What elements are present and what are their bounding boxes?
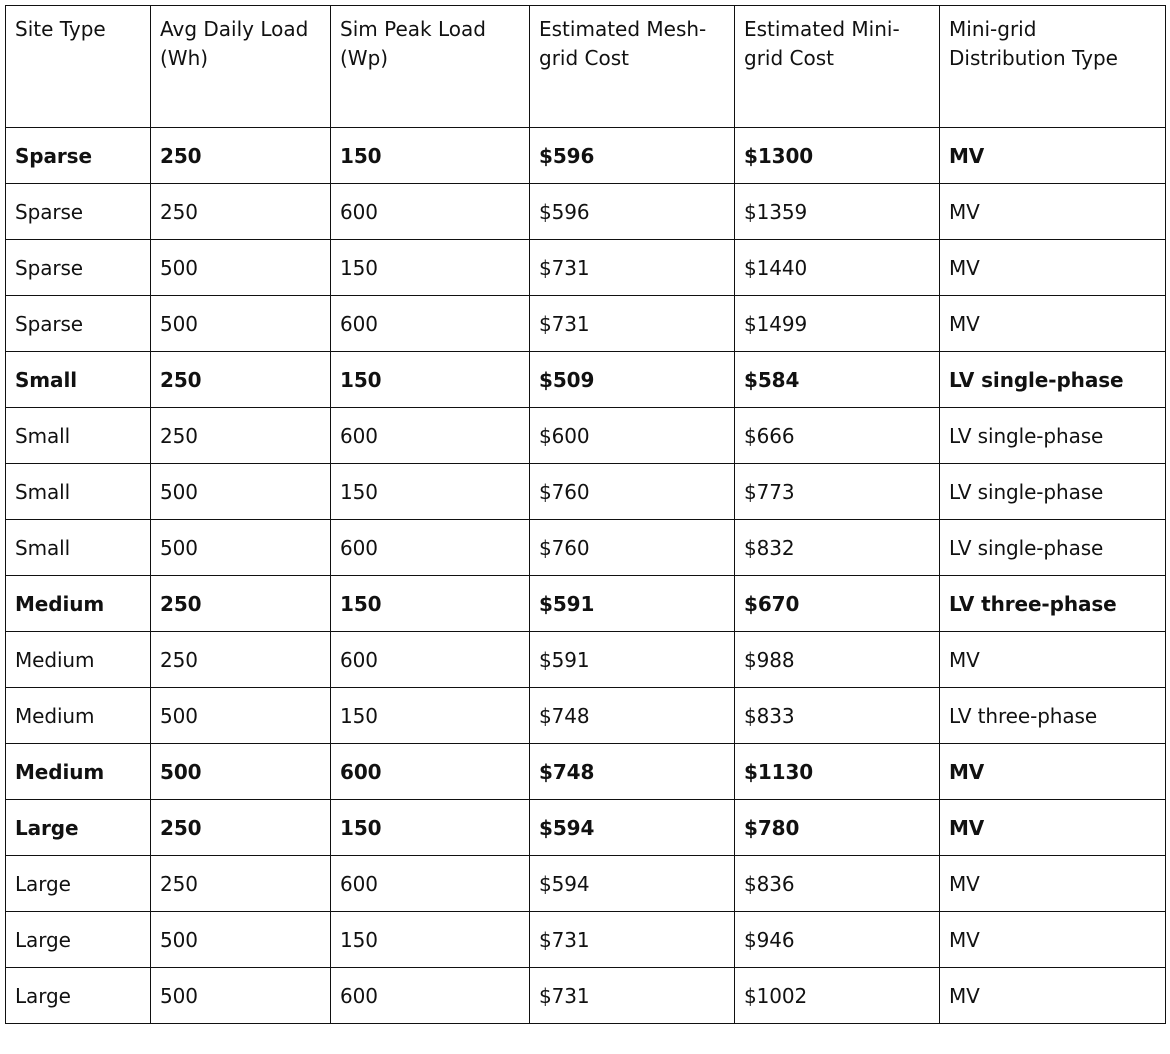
distribution-type-cell: MV — [940, 800, 1166, 856]
header-row — [6, 6, 1166, 128]
cost-comparison-table — [5, 5, 1166, 1024]
sim-peak-load-cell: 150 — [331, 128, 530, 184]
site-type-cell: Sparse — [6, 296, 151, 352]
mesh-grid-cost-cell: $748 — [530, 744, 735, 800]
table-row — [6, 912, 1166, 968]
table-row — [6, 688, 1166, 744]
sim-peak-load-cell: 150 — [331, 352, 530, 408]
avg-daily-load-cell: 500 — [151, 240, 331, 296]
table-row — [6, 184, 1166, 240]
distribution-type-cell: LV single-phase — [940, 352, 1166, 408]
sim-peak-load-cell: 150 — [331, 688, 530, 744]
sim-peak-load-cell: 600 — [331, 968, 530, 1024]
site-type-cell: Small — [6, 352, 151, 408]
distribution-type-cell: LV single-phase — [940, 464, 1166, 520]
mini-grid-cost-cell: $1300 — [735, 128, 940, 184]
mesh-grid-cost-cell: $594 — [530, 856, 735, 912]
distribution-type-cell: MV — [940, 912, 1166, 968]
avg-daily-load-cell: 250 — [151, 856, 331, 912]
avg-daily-load-cell: 250 — [151, 408, 331, 464]
distribution-type-cell: MV — [940, 968, 1166, 1024]
table-row — [6, 576, 1166, 632]
site-type-cell: Medium — [6, 576, 151, 632]
site-type-cell: Sparse — [6, 184, 151, 240]
mini-grid-cost-cell: $988 — [735, 632, 940, 688]
table-row — [6, 632, 1166, 688]
avg-daily-load-cell: 500 — [151, 520, 331, 576]
mini-grid-cost-cell: $836 — [735, 856, 940, 912]
mesh-grid-cost-cell: $760 — [530, 520, 735, 576]
distribution-type-cell: LV three-phase — [940, 688, 1166, 744]
avg-daily-load-cell: 500 — [151, 688, 331, 744]
column-header-avg-daily-load: Avg Daily Load (Wh) — [151, 6, 331, 128]
distribution-type-cell: MV — [940, 632, 1166, 688]
sim-peak-load-cell: 600 — [331, 296, 530, 352]
sim-peak-load-cell: 600 — [331, 520, 530, 576]
mesh-grid-cost-cell: $600 — [530, 408, 735, 464]
table-row — [6, 352, 1166, 408]
avg-daily-load-cell: 250 — [151, 352, 331, 408]
table-row — [6, 968, 1166, 1024]
sim-peak-load-cell: 600 — [331, 744, 530, 800]
mini-grid-cost-cell: $1499 — [735, 296, 940, 352]
site-type-cell: Large — [6, 856, 151, 912]
mini-grid-cost-cell: $833 — [735, 688, 940, 744]
avg-daily-load-cell: 250 — [151, 184, 331, 240]
sim-peak-load-cell: 150 — [331, 464, 530, 520]
mesh-grid-cost-cell: $591 — [530, 632, 735, 688]
table-row — [6, 296, 1166, 352]
sim-peak-load-cell: 150 — [331, 240, 530, 296]
column-header-mini-grid-cost: Estimated Mini-grid Cost — [735, 6, 940, 128]
mesh-grid-cost-cell: $731 — [530, 240, 735, 296]
mesh-grid-cost-cell: $731 — [530, 296, 735, 352]
avg-daily-load-cell: 250 — [151, 632, 331, 688]
table-row — [6, 128, 1166, 184]
site-type-cell: Sparse — [6, 128, 151, 184]
sim-peak-load-cell: 150 — [331, 800, 530, 856]
distribution-type-cell: LV single-phase — [940, 520, 1166, 576]
column-header-site-type: Site Type — [6, 6, 151, 128]
table-row — [6, 408, 1166, 464]
distribution-type-cell: MV — [940, 128, 1166, 184]
mesh-grid-cost-cell: $509 — [530, 352, 735, 408]
sim-peak-load-cell: 600 — [331, 632, 530, 688]
site-type-cell: Large — [6, 968, 151, 1024]
mesh-grid-cost-cell: $760 — [530, 464, 735, 520]
avg-daily-load-cell: 500 — [151, 296, 331, 352]
mini-grid-cost-cell: $780 — [735, 800, 940, 856]
avg-daily-load-cell: 500 — [151, 464, 331, 520]
mini-grid-cost-cell: $584 — [735, 352, 940, 408]
avg-daily-load-cell: 250 — [151, 800, 331, 856]
sim-peak-load-cell: 600 — [331, 184, 530, 240]
distribution-type-cell: MV — [940, 296, 1166, 352]
sim-peak-load-cell: 600 — [331, 856, 530, 912]
avg-daily-load-cell: 250 — [151, 128, 331, 184]
distribution-type-cell: MV — [940, 240, 1166, 296]
table-row — [6, 800, 1166, 856]
distribution-type-cell: MV — [940, 184, 1166, 240]
mesh-grid-cost-cell: $731 — [530, 912, 735, 968]
site-type-cell: Medium — [6, 632, 151, 688]
sim-peak-load-cell: 150 — [331, 912, 530, 968]
mini-grid-cost-cell: $1130 — [735, 744, 940, 800]
avg-daily-load-cell: 500 — [151, 968, 331, 1024]
mini-grid-cost-cell: $666 — [735, 408, 940, 464]
site-type-cell: Sparse — [6, 240, 151, 296]
avg-daily-load-cell: 500 — [151, 744, 331, 800]
distribution-type-cell: MV — [940, 856, 1166, 912]
distribution-type-cell: MV — [940, 744, 1166, 800]
avg-daily-load-cell: 250 — [151, 576, 331, 632]
mini-grid-cost-cell: $670 — [735, 576, 940, 632]
mesh-grid-cost-cell: $591 — [530, 576, 735, 632]
sim-peak-load-cell: 150 — [331, 576, 530, 632]
mesh-grid-cost-cell: $731 — [530, 968, 735, 1024]
table-row — [6, 520, 1166, 576]
mesh-grid-cost-cell: $596 — [530, 184, 735, 240]
mesh-grid-cost-cell: $596 — [530, 128, 735, 184]
cost-comparison-table-container — [5, 5, 1166, 1024]
site-type-cell: Small — [6, 520, 151, 576]
mini-grid-cost-cell: $773 — [735, 464, 940, 520]
mini-grid-cost-cell: $1002 — [735, 968, 940, 1024]
table-row — [6, 240, 1166, 296]
sim-peak-load-cell: 600 — [331, 408, 530, 464]
distribution-type-cell: LV three-phase — [940, 576, 1166, 632]
column-header-distribution-type: Mini-grid Distribution Type — [940, 6, 1166, 128]
mini-grid-cost-cell: $1359 — [735, 184, 940, 240]
table-body — [6, 128, 1166, 1024]
mesh-grid-cost-cell: $594 — [530, 800, 735, 856]
site-type-cell: Medium — [6, 688, 151, 744]
table-row — [6, 744, 1166, 800]
table-row — [6, 464, 1166, 520]
avg-daily-load-cell: 500 — [151, 912, 331, 968]
table-row — [6, 856, 1166, 912]
site-type-cell: Small — [6, 408, 151, 464]
mini-grid-cost-cell: $832 — [735, 520, 940, 576]
site-type-cell: Small — [6, 464, 151, 520]
table-header — [6, 6, 1166, 128]
site-type-cell: Medium — [6, 744, 151, 800]
mini-grid-cost-cell: $946 — [735, 912, 940, 968]
column-header-sim-peak-load: Sim Peak Load (Wp) — [331, 6, 530, 128]
site-type-cell: Large — [6, 912, 151, 968]
site-type-cell: Large — [6, 800, 151, 856]
mesh-grid-cost-cell: $748 — [530, 688, 735, 744]
distribution-type-cell: LV single-phase — [940, 408, 1166, 464]
column-header-mesh-grid-cost: Estimated Mesh-grid Cost — [530, 6, 735, 128]
mini-grid-cost-cell: $1440 — [735, 240, 940, 296]
